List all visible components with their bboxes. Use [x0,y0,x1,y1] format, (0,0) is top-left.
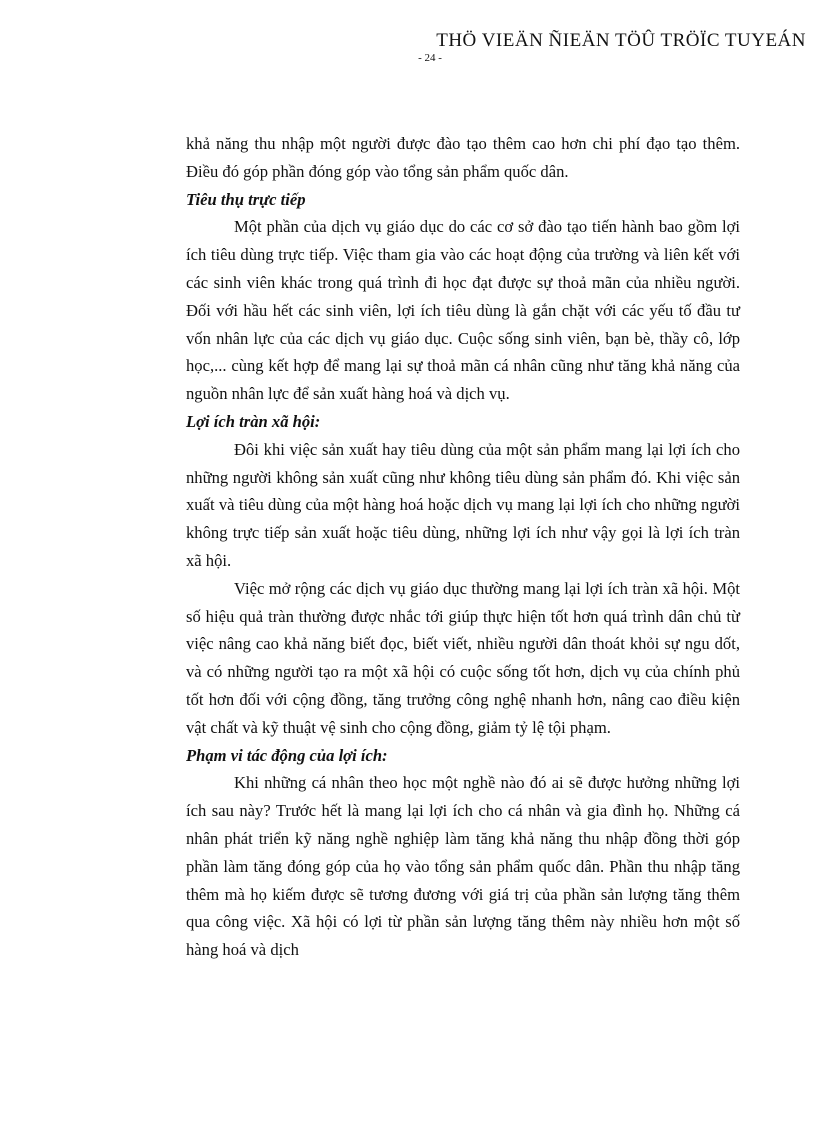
document-body [186,130,740,964]
paragraph-direct-consumption: Một phần của dịch vụ giáo dục do các cơ sở đào tạo tiến hành bao gồm lợi ích tiêu dùng trực tiếp. Việc tham gia vào các hoạt động của trường và liên kết với các sinh viên khác trong quá trình đi học đạt được sự thoả mãn của nhiều người. Đối với hầu hết các sinh viên, lợi ích tiêu dùng là gắn chặt với các yếu tố đầu tư vốn nhân lực của các dịch vụ giáo dục. Cuộc sống sinh viên, bạn bè, thầy cô, lớp học,... cùng kết hợp để mang lại sự thoả mãn cá nhân cũng như tăng khả năng của nguồn nhân lực để sản xuất hàng hoá và dịch vụ. [186,217,740,404]
page-number: - 24 - [418,52,442,64]
site-header-title: THÖ VIEÄN ÑIEÄN TÖÛ TRÖÏC TUYEÁN [436,30,806,51]
paragraph-spillover-education: Việc mở rộng các dịch vụ giáo dục thường mang lại lợi ích tràn xã hội. Một số hiệu quả tràn thường được nhắc tới giúp thực hiện tốt hơn quá trình dân chủ từ việc nâng cao khả năng biết đọc, biết viết, nhiều người dân thoát khỏi sự ngu dốt, và có những người tạo ra một xã hội có cuộc sống tốt hơn, dịch vụ của chính phủ tốt hơn đối với cộng đồng, tăng trưởng công nghệ nhanh hơn, nâng cao điều kiện vật chất và kỹ thuật vệ sinh cho cộng đồng, giảm tỷ lệ tội phạm. [186,578,740,737]
heading-direct-consumption: Tiêu thụ trực tiếp [186,189,306,209]
paragraph-spillover-definition: Đôi khi việc sản xuất hay tiêu dùng của một sản phẩm mang lại lợi ích cho những người không sản xuất cũng như không tiêu dùng sản phẩm đó. Khi việc sản xuất và tiêu dùng của một hàng hoá hoặc dịch vụ mang lại lợi ích cho những người không trực tiếp sản xuất hoặc tiêu dùng, những lợi ích như vậy gọi là lợi ích tràn xã hội. [186,439,740,570]
paragraph-intro: khả năng thu nhập một người được đào tạo thêm cao hơn chi phí đạo tạo thêm. Điều đó góp phần đóng góp vào tổng sản phẩm quốc dân. [186,134,740,181]
paragraph-benefit-scope: Khi những cá nhân theo học một nghề nào đó ai sẽ được hưởng những lợi ích sau này? Trước hết là mang lại lợi ích cho cá nhân và gia đình họ. Những cá nhân phát triển kỹ năng nghề nghiệp làm tăng khả năng thu nhập đồng thời góp phần làm tăng đóng góp của họ vào tổng sản phẩm quốc dân. Phần thu nhập tăng thêm mà họ kiếm được sẽ tương đương với giá trị của phần sản lượng tăng thêm qua công việc. Xã hội có lợi từ phần sản lượng tăng thêm này nhiều hơn một số hàng hoá và dịch [186,773,740,960]
heading-social-spillover: Lợi ích tràn xã hội: [186,411,321,431]
heading-benefit-scope: Phạm vi tác động của lợi ích: [186,745,388,765]
